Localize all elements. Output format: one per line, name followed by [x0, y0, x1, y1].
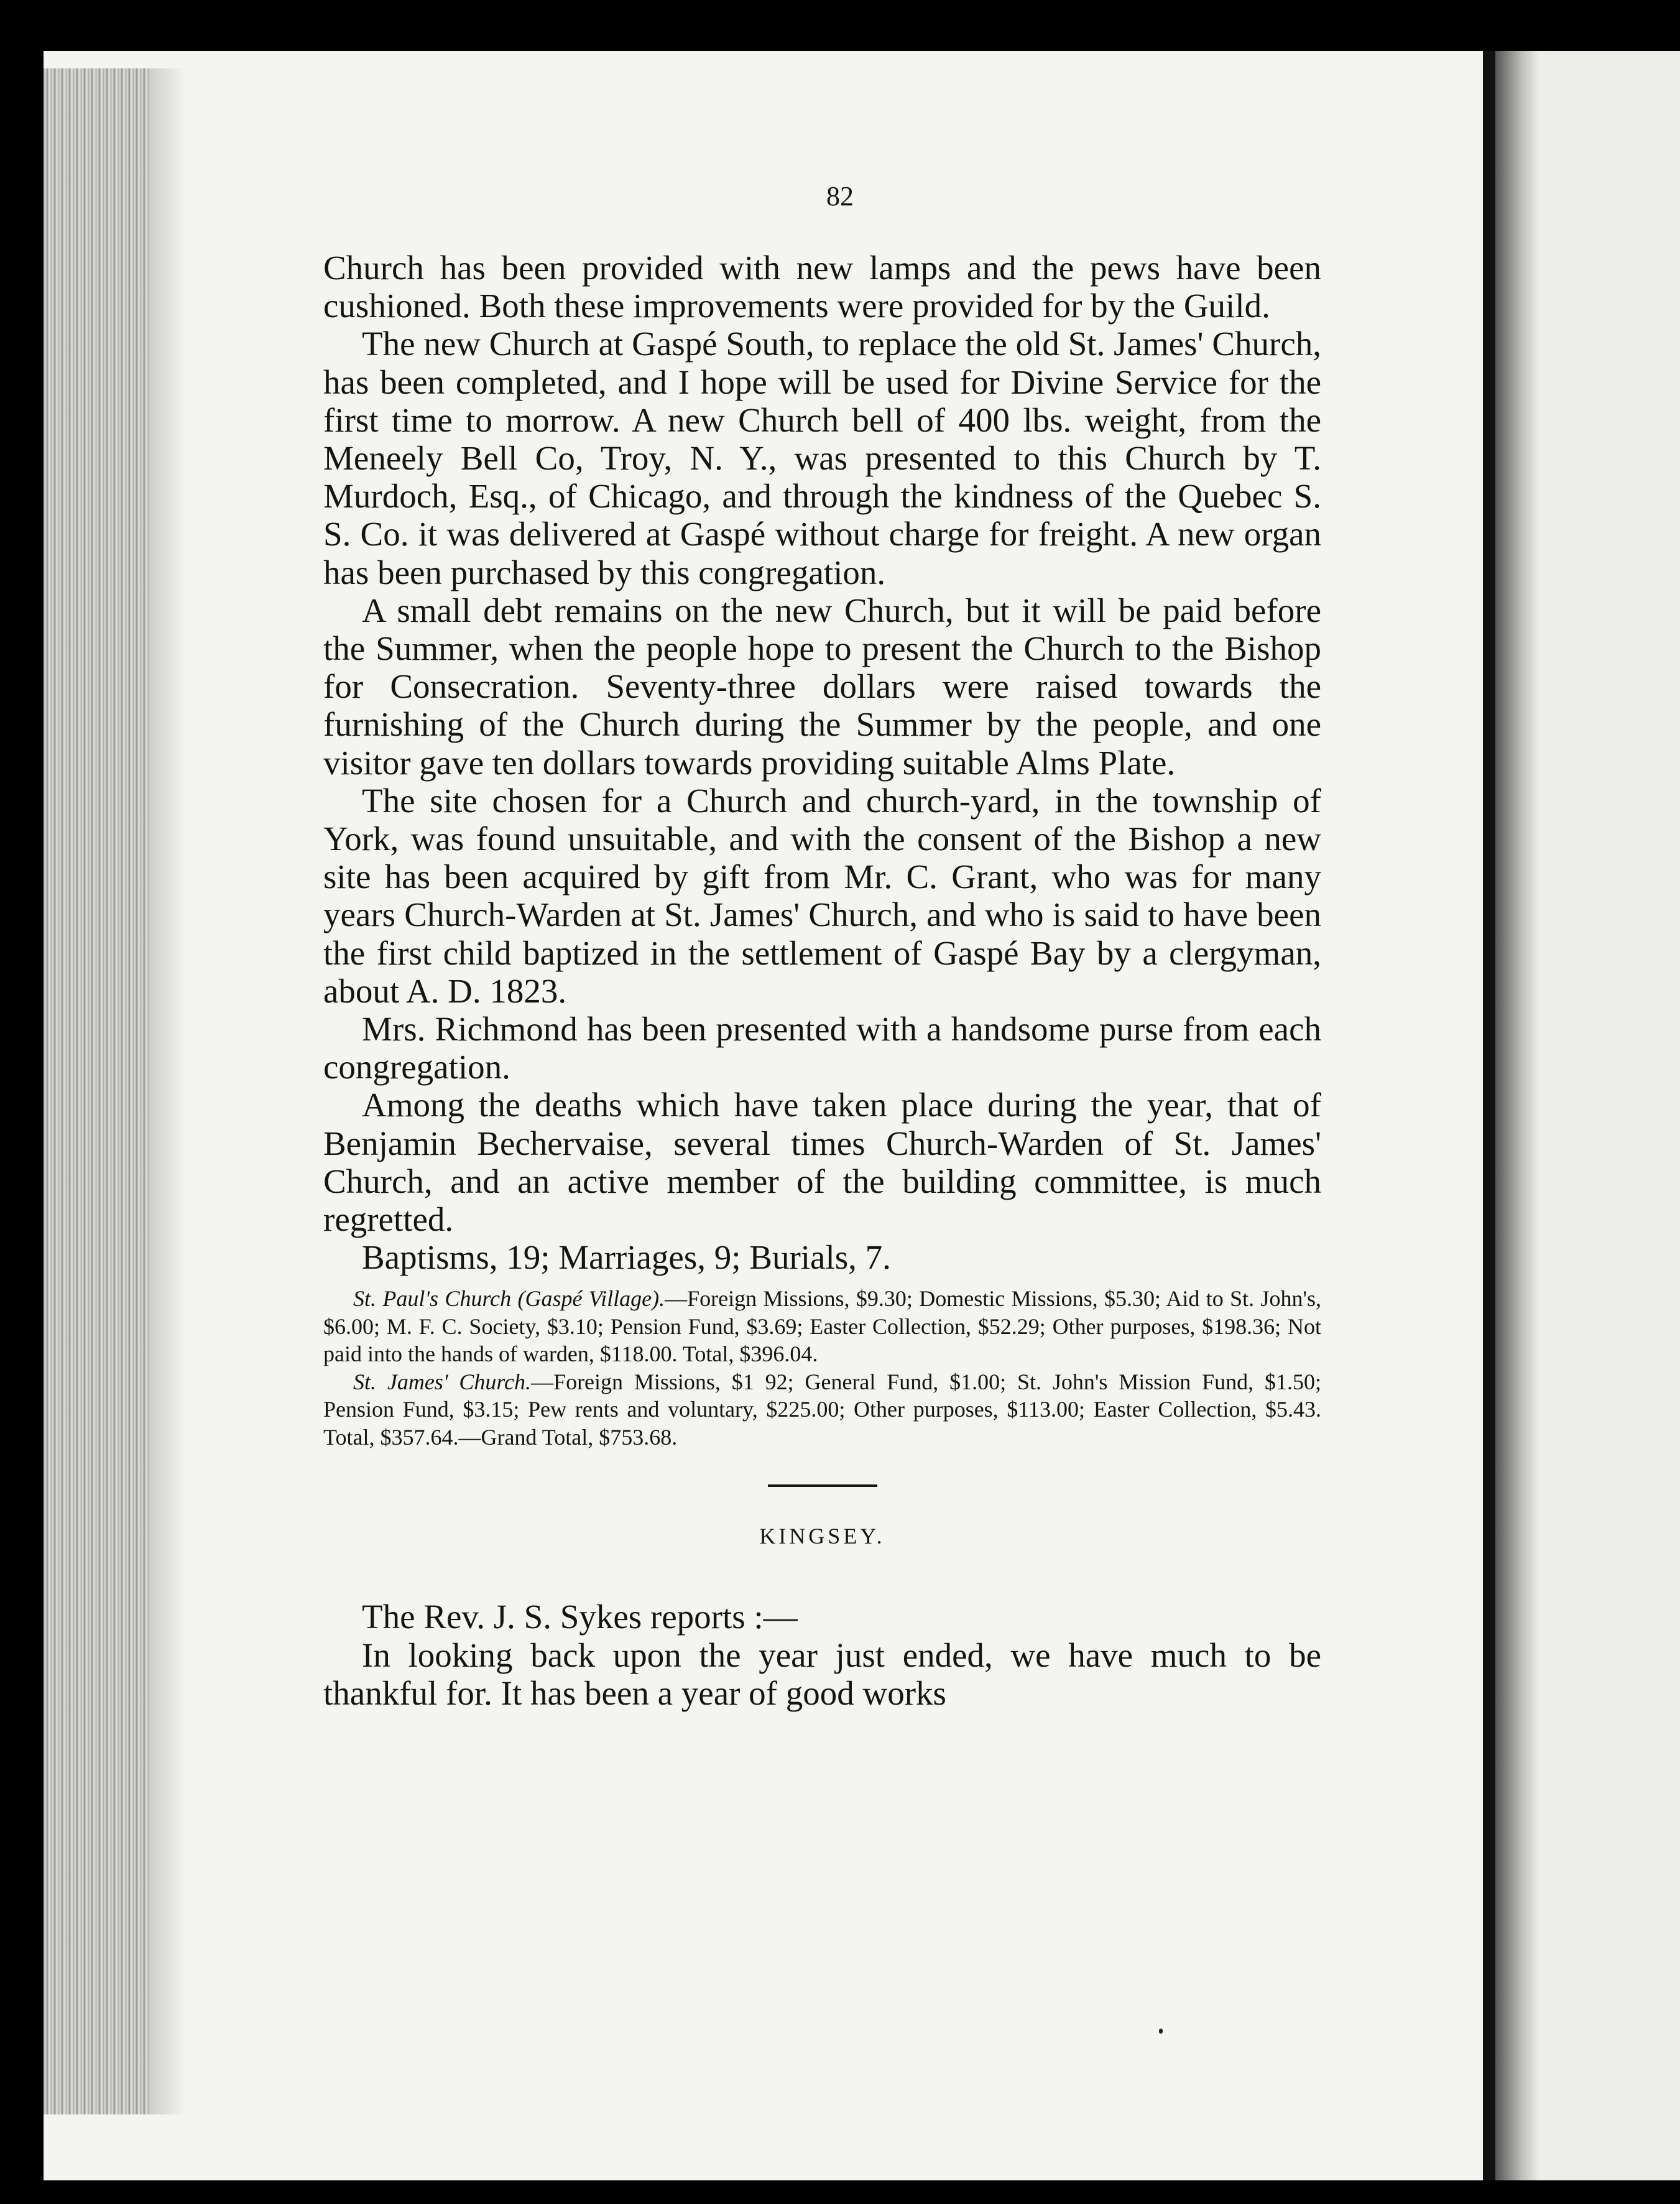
- paragraph-mrs-richmond: Mrs. Richmond has been presented with a handsome purse from each congregation.: [323, 1010, 1321, 1086]
- note-st-pauls-title: St. Paul's Church (Gaspé Village).: [353, 1286, 665, 1312]
- page-number: 82: [826, 181, 854, 211]
- note-st-james-text: —Foreign Missions, $1 92; General Fund, $1.00; St. John's Mission Fund, $1.50; Pension Fund, $3.15; Pew rents and voluntary, $225.00; Other purposes, $113.00; Easter Collection, $5.43. Total, $357.64.—Grand Total, $753.68.: [323, 1369, 1321, 1450]
- financial-notes: [323, 1285, 1321, 1451]
- paragraph-deaths: Among the deaths which have taken place during the year, that of Benjamin Bechervaise, several times Church-Warden of St. James' Church, and an active member of the building committee, is much regretted.: [323, 1086, 1321, 1239]
- book-gutter: [1483, 51, 1495, 2180]
- note-st-james-title: St. James' Church.: [353, 1369, 532, 1394]
- page-edge-shadow: [44, 68, 149, 2114]
- document-body: [323, 249, 1321, 1712]
- ink-speck: [1159, 2029, 1163, 2034]
- note-st-james: [323, 1368, 1321, 1452]
- paragraph-york-site: The site chosen for a Church and church-yard, in the township of York, was found unsuitable, and with the consent of the Bishop a new site has been acquired by gift from Mr. C. Grant, who was for many years Church-Warden at St. James' Church, and who is said to have been the first child baptized in the settlement of Gaspé Bay by a clergyman, about A. D. 1823.: [323, 781, 1321, 1010]
- report-paragraph: In looking back upon the year just ended, we have much to be thankful for. It has been a year of good works: [323, 1636, 1321, 1712]
- note-st-pauls-text: —Foreign Missions, $9.30; Domestic Missions, $5.30; Aid to St. John's, $6.00; M. F. C. Society, $3.10; Pension Fund, $3.69; Easter Collection, $52.29; Other purposes, $198.36; Not paid into the hands of warden, $118.00. Total, $396.04.: [323, 1286, 1321, 1367]
- facing-page-shadow: [1495, 51, 1539, 2180]
- paragraph-gaspe-south-church: The new Church at Gaspé South, to replace the old St. James' Church, has been completed, and I hope will be used for Divine Service for the first time to morrow. A new Church bell of 400 lbs. weight, from the Meneely Bell Co, Troy, N. Y., was presented to this Church by T. Murdoch, Esq., of Chicago, and through the kindness of the Quebec S. S. Co. it was delivered at Gaspé without charge for freight. A new organ has been purchased by this congregation.: [323, 325, 1321, 591]
- section-divider: [768, 1484, 877, 1487]
- paragraph-statistics: Baptisms, 19; Marriages, 9; Burials, 7.: [362, 1238, 891, 1277]
- section-heading-kingsey: KINGSEY.: [759, 1524, 885, 1549]
- page-gutter-fade: [149, 68, 187, 2114]
- report-intro: The Rev. J. S. Sykes reports :—: [362, 1598, 798, 1636]
- paragraph-small-debt: A small debt remains on the new Church, but it will be paid before the Summer, when the people hope to present the Church to the Bishop for Consecration. Seventy-three dollars were raised towards the furnishing of the Church during the Summer by the people, and one visitor gave ten dollars towards providing suitable Alms Plate.: [323, 591, 1321, 782]
- note-st-pauls: [323, 1285, 1321, 1368]
- paragraph-continued: Church has been provided with new lamps and the pews have been cushioned. Both these improvements were provided for by the Guild.: [323, 249, 1321, 325]
